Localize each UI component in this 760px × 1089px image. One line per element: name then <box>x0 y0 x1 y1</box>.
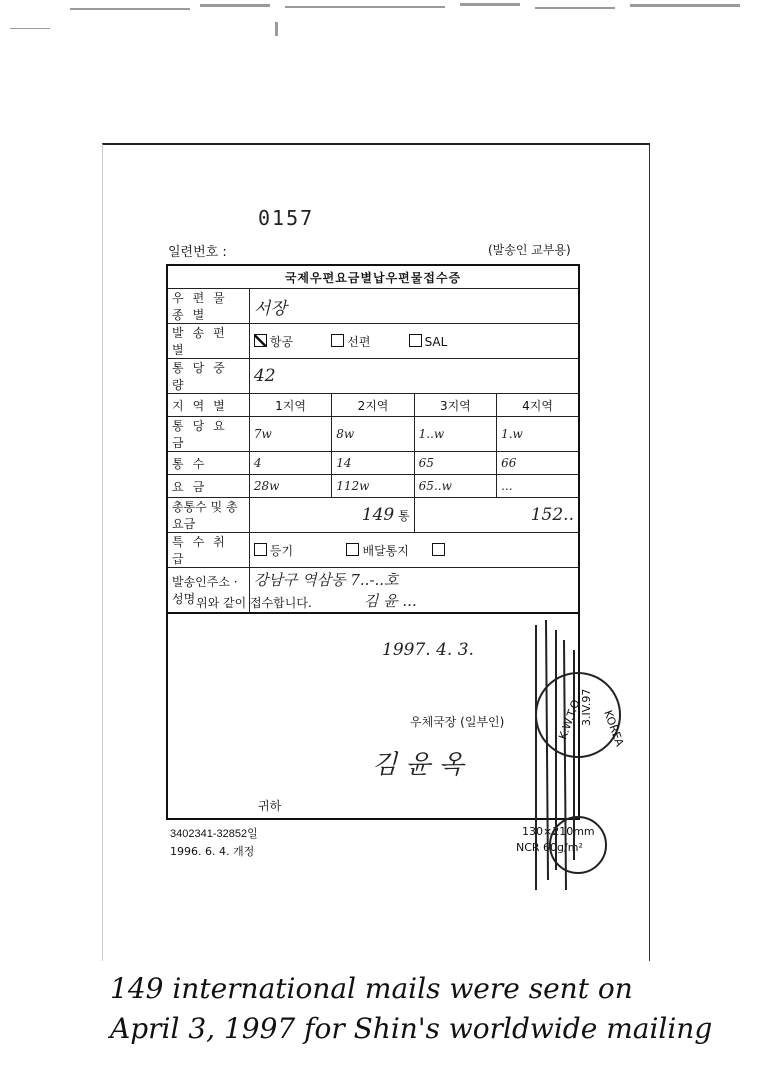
delivery-checkbox-icon <box>346 543 359 556</box>
scan-noise <box>0 0 760 40</box>
serial-number: 0157 <box>258 206 315 230</box>
accepted-text: 위와 같이 접수합니다. <box>196 596 312 610</box>
serial-label: 일련번호 : <box>168 245 227 260</box>
postmark-stamp-icon <box>516 620 626 900</box>
sender-name: 김 윤 ... <box>363 592 417 610</box>
paper-spec: NCR 60g/m² <box>516 841 583 854</box>
accepted-date: 1997. 4. 3. <box>382 640 474 660</box>
total-count: 149 <box>361 505 395 525</box>
fee-4: ... <box>497 475 579 498</box>
caption-line-2: April 3, 1997 for Shin's worldwide mailing <box>110 1012 713 1045</box>
count-4: 66 <box>497 452 579 475</box>
sal-checkbox-icon <box>409 334 422 347</box>
weight-value: 42 <box>253 366 276 386</box>
mail-type-label: 우편물종별 <box>167 289 249 324</box>
air-checkbox-icon <box>254 334 267 347</box>
mail-type-value: 서장 <box>253 298 287 319</box>
rate-label: 통당요금 <box>167 417 249 452</box>
svg-text:KOREA: KOREA <box>601 708 626 749</box>
special-label: 특수취급 <box>167 533 249 568</box>
total-unit: 통 <box>398 509 410 523</box>
sender-address: 강남구 역삼동 7..-..호 <box>253 571 399 589</box>
svg-text:K.W.T.O: K.W.T.O <box>556 697 583 742</box>
region-3: 3지역 <box>414 394 496 417</box>
count-label: 통수 <box>167 452 249 475</box>
blank-checkbox-icon <box>432 543 445 556</box>
sender-label: 발송인주소 · 성명 <box>167 568 249 614</box>
region-1: 1지역 <box>249 394 331 417</box>
fee-1: 28w <box>249 475 331 498</box>
fee-3: 65..w <box>414 475 496 498</box>
rate-1: 7w <box>249 417 331 452</box>
svg-text:3.IV.97: 3.IV.97 <box>580 688 593 726</box>
rate-4: 1.w <box>497 417 579 452</box>
postmaster-signature: 김 윤 옥 <box>372 750 464 780</box>
form-title: 국제우편요금별납우편물접수증 <box>167 265 579 289</box>
form-number: 3402341-32852일 <box>170 828 258 840</box>
rate-2: 8w <box>332 417 414 452</box>
weight-label: 통당중량 <box>167 359 249 394</box>
send-sea: 선편 <box>347 334 371 349</box>
rate-3: 1..w <box>414 417 496 452</box>
paper-size: 130×210mm <box>522 825 595 838</box>
count-3: 65 <box>414 452 496 475</box>
postmaster-label: 우체국장 (일부인) <box>410 715 505 729</box>
delivery-notice: 배달통지 <box>362 543 409 558</box>
count-1: 4 <box>249 452 331 475</box>
guiha-label: 귀하 <box>258 799 282 813</box>
count-2: 14 <box>332 452 414 475</box>
sea-checkbox-icon <box>331 334 344 347</box>
region-label: 지역별 <box>167 394 249 417</box>
receipt-form-table <box>166 264 580 614</box>
total-fee: 152.. <box>530 505 574 525</box>
send-air: 항공 <box>269 334 294 349</box>
registered-checkbox-icon <box>254 543 267 556</box>
region-4: 4지역 <box>497 394 579 417</box>
copy-label: (발송인 교부용) <box>488 243 571 257</box>
send-sal: SAL <box>424 334 448 349</box>
caption-line-1: 149 international mails were sent on <box>110 972 633 1005</box>
region-2: 2지역 <box>332 394 414 417</box>
fee-2: 112w <box>332 475 414 498</box>
revised-date: 1996. 6. 4. 개정 <box>170 845 255 858</box>
total-label: 총통수 및 총요금 <box>167 498 249 533</box>
fee-label: 요금 <box>167 475 249 498</box>
send-method-label: 발송편별 <box>167 324 249 359</box>
registered: 등기 <box>269 543 294 558</box>
